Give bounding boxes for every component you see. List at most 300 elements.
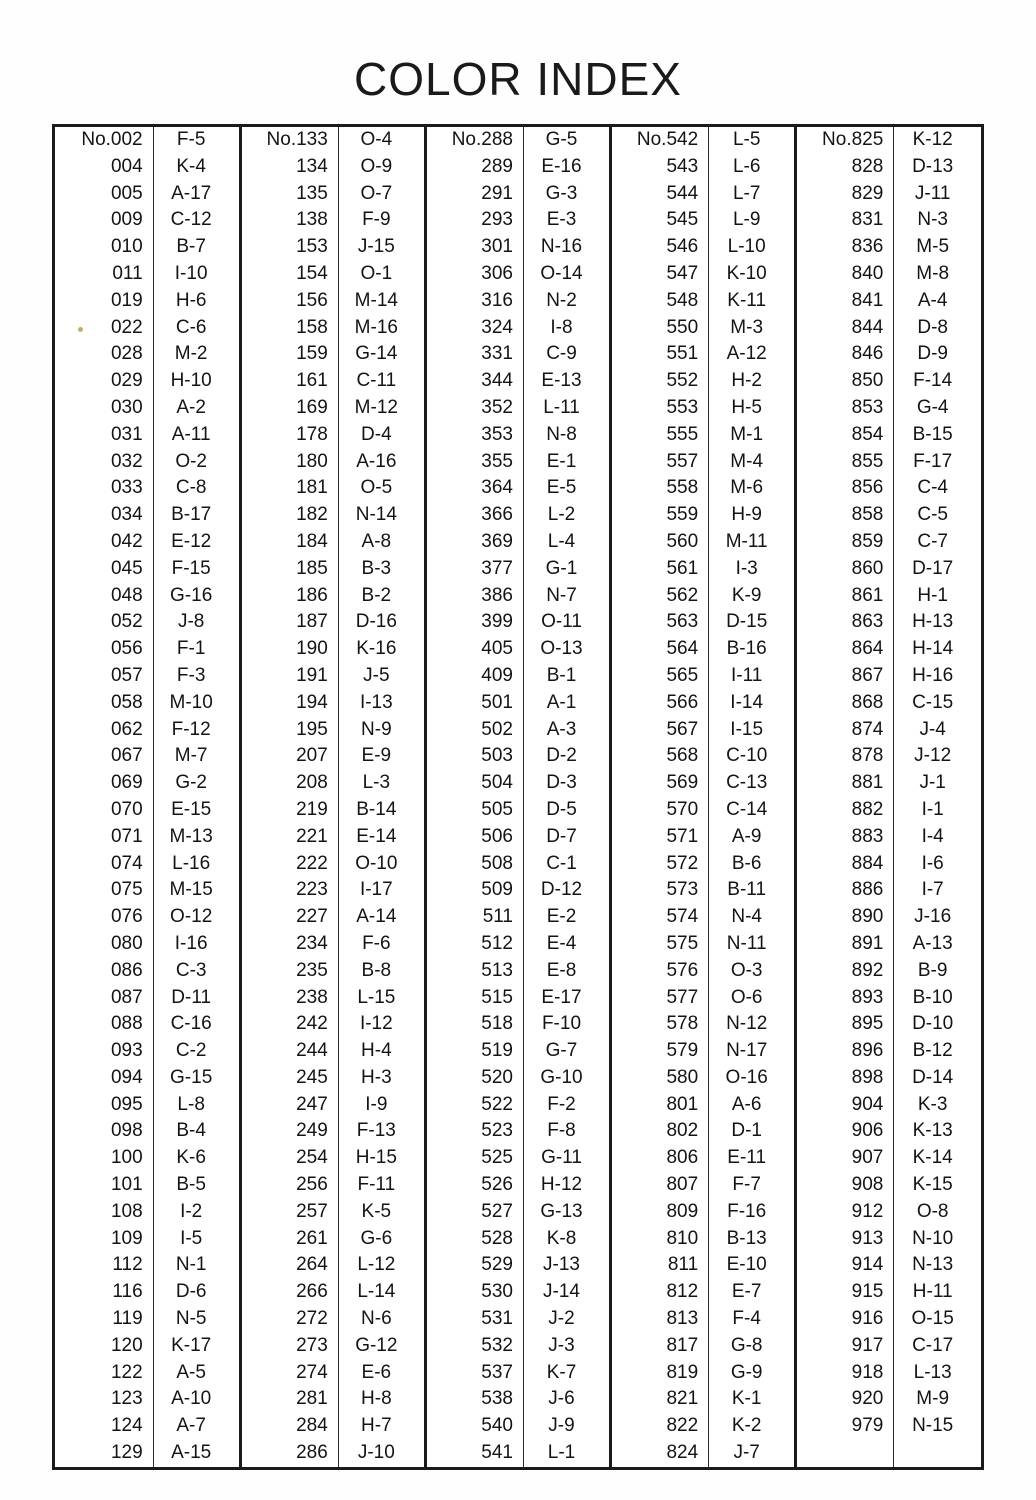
cell-number: 129 (55, 1440, 153, 1467)
cell-number: 565 (611, 663, 709, 690)
cell-code: D-9 (917, 343, 948, 365)
cell-number: 138 (240, 207, 338, 234)
cell-number: 186 (240, 583, 338, 610)
cell-code: G-11 (523, 1145, 610, 1172)
cell-number: 807 (611, 1172, 709, 1199)
cell-code: I-9 (338, 1092, 425, 1119)
cell-code: I-14 (709, 690, 796, 717)
cell-code: N-1 (153, 1252, 240, 1279)
cell-code: M-9 (916, 1388, 950, 1410)
cell-number: 844 (796, 315, 894, 342)
cell-number: 860 (796, 556, 894, 583)
cell-number: 863 (796, 609, 894, 636)
cell-code: G-8 (709, 1333, 796, 1360)
cell-code: F-16 (709, 1199, 796, 1226)
cell-number: 917 (796, 1333, 894, 1360)
table-row (55, 127, 981, 154)
table-row (55, 288, 981, 315)
cell-code: C-3 (153, 958, 240, 985)
cell-number: 519 (425, 1038, 523, 1065)
cell-code: M-7 (153, 743, 240, 770)
cell-code: C-5 (917, 504, 948, 526)
cell-number: 010 (55, 234, 153, 261)
cell-number: 076 (55, 904, 153, 931)
table-row (55, 1306, 981, 1333)
cell-code: O-12 (153, 904, 240, 931)
cell-code: O-4 (338, 127, 425, 154)
cell-number: 548 (611, 288, 709, 315)
cell-number: 011 (55, 261, 153, 288)
cell-code: M-3 (709, 315, 796, 342)
cell-code: L-8 (153, 1092, 240, 1119)
cell-number: 187 (240, 609, 338, 636)
cell-code: J-2 (523, 1306, 610, 1333)
cell-number: 074 (55, 851, 153, 878)
cell-code: K-7 (523, 1360, 610, 1387)
cell-code: H-10 (153, 368, 240, 395)
cell-number: 069 (55, 770, 153, 797)
cell-code: O-8 (916, 1200, 949, 1222)
cell-code: K-15 (912, 1174, 953, 1196)
cell-number: 034 (55, 502, 153, 529)
table-row (55, 1333, 981, 1360)
table-row (55, 1172, 981, 1199)
cell-number: 195 (240, 717, 338, 744)
cell-code: A-8 (338, 529, 425, 556)
cell-number: 559 (611, 502, 709, 529)
cell-number: 819 (611, 1360, 709, 1387)
cell-number: 028 (55, 341, 153, 368)
cell-code: K-17 (153, 1333, 240, 1360)
cell-number: 272 (240, 1306, 338, 1333)
cell-code: F-13 (338, 1118, 425, 1145)
cell-number: 573 (611, 877, 709, 904)
cell-number: 511 (425, 904, 523, 931)
cell-number: 355 (425, 449, 523, 476)
cell-code: E-8 (523, 958, 610, 985)
cell-number (796, 1440, 894, 1467)
cell-number: 874 (796, 717, 894, 744)
cell-code: E-7 (709, 1279, 796, 1306)
table-row (55, 1118, 981, 1145)
cell-number: 257 (240, 1199, 338, 1226)
cell-number: 572 (611, 851, 709, 878)
cell-code: I-16 (153, 931, 240, 958)
cell-code: J-6 (523, 1386, 610, 1413)
cell-code: G-6 (338, 1226, 425, 1253)
cell-code: C-15 (912, 691, 954, 713)
cell-number: 864 (796, 636, 894, 663)
cell-number: 502 (425, 717, 523, 744)
cell-code: E-15 (153, 797, 240, 824)
cell-code: B-4 (153, 1118, 240, 1145)
cell-code: C-17 (912, 1334, 954, 1356)
table-row (55, 154, 981, 181)
cell-number: 918 (796, 1360, 894, 1387)
cell-code: B-2 (338, 583, 425, 610)
cell-code: O-1 (338, 261, 425, 288)
cell-number: 098 (55, 1118, 153, 1145)
cell-code: C-16 (153, 1011, 240, 1038)
table-row (55, 985, 981, 1012)
cell-number: 182 (240, 502, 338, 529)
cell-code: B-9 (917, 959, 948, 981)
cell-code: D-6 (153, 1279, 240, 1306)
cell-code: F-12 (153, 717, 240, 744)
cell-code: N-3 (917, 209, 948, 231)
cell-number: 541 (425, 1440, 523, 1467)
cell-number: 075 (55, 877, 153, 904)
cell-number: 109 (55, 1226, 153, 1253)
cell-number: 531 (425, 1306, 523, 1333)
table-row (55, 1038, 981, 1065)
cell-number: 571 (611, 824, 709, 851)
cell-code: A-16 (338, 449, 425, 476)
cell-number: 031 (55, 422, 153, 449)
cell-number: 181 (240, 475, 338, 502)
color-index-table-container (52, 124, 984, 1470)
cell-number: 273 (240, 1333, 338, 1360)
cell-number: 579 (611, 1038, 709, 1065)
cell-number: 235 (240, 958, 338, 985)
cell-code: J-15 (338, 234, 425, 261)
cell-code: M-6 (709, 475, 796, 502)
cell-code: I-12 (338, 1011, 425, 1038)
cell-number: No.002 (55, 127, 153, 154)
cell-number: 822 (611, 1413, 709, 1440)
cell-number: 242 (240, 1011, 338, 1038)
cell-number: 178 (240, 422, 338, 449)
cell-number: 057 (55, 663, 153, 690)
cell-code: E-17 (523, 985, 610, 1012)
table-row (55, 663, 981, 690)
cell-number: 071 (55, 824, 153, 851)
cell-code: K-16 (338, 636, 425, 663)
cell-number: 261 (240, 1226, 338, 1253)
cell-code: G-9 (709, 1360, 796, 1387)
cell-number: 859 (796, 529, 894, 556)
table-row (55, 1386, 981, 1413)
cell-code: O-16 (709, 1065, 796, 1092)
cell-code: B-7 (153, 234, 240, 261)
cell-number: 122 (55, 1360, 153, 1387)
cell-code: F-2 (523, 1092, 610, 1119)
cell-code: N-5 (153, 1306, 240, 1333)
cell-code: D-5 (523, 797, 610, 824)
cell-number: 537 (425, 1360, 523, 1387)
cell-code: K-11 (709, 288, 796, 315)
cell-code: A-15 (153, 1440, 240, 1467)
cell-code: G-14 (338, 341, 425, 368)
cell-number: 156 (240, 288, 338, 315)
cell-number: 881 (796, 770, 894, 797)
cell-code: A-3 (523, 717, 610, 744)
cell-code: D-12 (523, 877, 610, 904)
cell-number: 558 (611, 475, 709, 502)
cell-code: H-14 (912, 638, 954, 660)
cell-code: A-13 (912, 932, 953, 954)
cell-number: 562 (611, 583, 709, 610)
table-row (55, 636, 981, 663)
table-row (55, 1279, 981, 1306)
cell-code: C-6 (153, 315, 240, 342)
cell-number: 878 (796, 743, 894, 770)
cell-number: 503 (425, 743, 523, 770)
cell-number: 979 (796, 1413, 894, 1440)
cell-number: 116 (55, 1279, 153, 1306)
cell-number: 506 (425, 824, 523, 851)
cell-number: 576 (611, 958, 709, 985)
cell-code: K-2 (709, 1413, 796, 1440)
cell-number: 087 (55, 985, 153, 1012)
cell-code: F-15 (153, 556, 240, 583)
cell-code: N-4 (709, 904, 796, 931)
cell-code: K-5 (338, 1199, 425, 1226)
cell-number: 244 (240, 1038, 338, 1065)
cell-number: 907 (796, 1145, 894, 1172)
cell-number: 895 (796, 1011, 894, 1038)
cell-number: 806 (611, 1145, 709, 1172)
table-row (55, 609, 981, 636)
cell-number: 809 (611, 1199, 709, 1226)
cell-number: 194 (240, 690, 338, 717)
cell-code: I-17 (338, 877, 425, 904)
cell-code: D-17 (912, 557, 954, 579)
cell-code: M-5 (916, 236, 950, 258)
table-row (55, 1065, 981, 1092)
cell-number: 853 (796, 395, 894, 422)
cell-code: L-10 (709, 234, 796, 261)
cell-number: 518 (425, 1011, 523, 1038)
cell-code: O-13 (523, 636, 610, 663)
cell-code: F-14 (913, 370, 953, 392)
cell-number: 135 (240, 181, 338, 208)
cell-number: 547 (611, 261, 709, 288)
cell-number: 856 (796, 475, 894, 502)
cell-code: C-4 (917, 477, 948, 499)
cell-code: D-4 (338, 422, 425, 449)
cell-number: 908 (796, 1172, 894, 1199)
cell-code: C-14 (709, 797, 796, 824)
cell-code: C-13 (709, 770, 796, 797)
cell-number: 399 (425, 609, 523, 636)
cell-number: 580 (611, 1065, 709, 1092)
cell-number: 854 (796, 422, 894, 449)
cell-number: 563 (611, 609, 709, 636)
table-row (55, 341, 981, 368)
cell-number: 219 (240, 797, 338, 824)
cell-number: 912 (796, 1199, 894, 1226)
cell-code: A-4 (917, 289, 948, 311)
cell-code: I-11 (709, 663, 796, 690)
cell-code: F-5 (153, 127, 240, 154)
cell-number: 045 (55, 556, 153, 583)
cell-number: 022 (55, 315, 153, 342)
cell-number: 898 (796, 1065, 894, 1092)
cell-number: 223 (240, 877, 338, 904)
cell-code: O-7 (338, 181, 425, 208)
cell-code: I-10 (153, 261, 240, 288)
cell-code: G-1 (523, 556, 610, 583)
cell-number: 094 (55, 1065, 153, 1092)
table-row (55, 770, 981, 797)
cell-code: B-14 (338, 797, 425, 824)
cell-code: L-7 (709, 181, 796, 208)
cell-number: 108 (55, 1199, 153, 1226)
table-row (55, 851, 981, 878)
cell-code: A-1 (523, 690, 610, 717)
cell-code: L-12 (338, 1252, 425, 1279)
cell-code: J-13 (523, 1252, 610, 1279)
cell-number: 032 (55, 449, 153, 476)
cell-number: 836 (796, 234, 894, 261)
cell-code: M-4 (709, 449, 796, 476)
cell-code: N-13 (912, 1254, 954, 1276)
cell-number: 890 (796, 904, 894, 931)
cell-number: 042 (55, 529, 153, 556)
cell-code: E-2 (523, 904, 610, 931)
cell-code: M-2 (153, 341, 240, 368)
cell-code: K-14 (912, 1147, 953, 1169)
cell-number: 184 (240, 529, 338, 556)
table-row (55, 1440, 981, 1467)
cell-code: F-17 (913, 450, 953, 472)
cell-code: D-14 (912, 1066, 954, 1088)
cell-code: M-12 (338, 395, 425, 422)
cell-number: 813 (611, 1306, 709, 1333)
cell-code: I-7 (921, 879, 944, 901)
cell-code: I-3 (709, 556, 796, 583)
cell-number: 180 (240, 449, 338, 476)
cell-code: M-8 (916, 262, 950, 284)
cell-number: 405 (425, 636, 523, 663)
table-row (55, 1226, 981, 1253)
cell-code: H-3 (338, 1065, 425, 1092)
cell-number: 821 (611, 1386, 709, 1413)
cell-code: L-15 (338, 985, 425, 1012)
cell-code: L-9 (709, 207, 796, 234)
cell-number: 100 (55, 1145, 153, 1172)
cell-number: 570 (611, 797, 709, 824)
cell-code: N-8 (523, 422, 610, 449)
cell-number: 544 (611, 181, 709, 208)
cell-code: N-16 (523, 234, 610, 261)
cell-number: 545 (611, 207, 709, 234)
cell-number: 293 (425, 207, 523, 234)
table-row (55, 422, 981, 449)
cell-number: 238 (240, 985, 338, 1012)
cell-code: B-17 (153, 502, 240, 529)
table-row (55, 449, 981, 476)
table-row (55, 315, 981, 342)
cell-number: 577 (611, 985, 709, 1012)
cell-code: G-16 (153, 583, 240, 610)
cell-number: 527 (425, 1199, 523, 1226)
cell-code: G-4 (916, 396, 949, 418)
cell-number: 123 (55, 1386, 153, 1413)
cell-number: 532 (425, 1333, 523, 1360)
cell-number: 153 (240, 234, 338, 261)
cell-code: L-4 (523, 529, 610, 556)
cell-code: J-7 (709, 1440, 796, 1467)
cell-number: 564 (611, 636, 709, 663)
cell-code: N-2 (523, 288, 610, 315)
cell-code: C-10 (709, 743, 796, 770)
cell-code: A-9 (709, 824, 796, 851)
cell-code: L-2 (523, 502, 610, 529)
cell-number: 811 (611, 1252, 709, 1279)
cell-number: 056 (55, 636, 153, 663)
cell-number: 364 (425, 475, 523, 502)
table-row (55, 824, 981, 851)
cell-number: 207 (240, 743, 338, 770)
cell-number: 916 (796, 1306, 894, 1333)
cell-number: 828 (796, 154, 894, 181)
cell-number: 331 (425, 341, 523, 368)
cell-number: 052 (55, 609, 153, 636)
cell-code: A-2 (153, 395, 240, 422)
cell-code (894, 1440, 981, 1467)
cell-number: 846 (796, 341, 894, 368)
cell-number: 557 (611, 449, 709, 476)
table-row (55, 690, 981, 717)
cell-code: C-11 (338, 368, 425, 395)
cell-number: 513 (425, 958, 523, 985)
cell-number: 841 (796, 288, 894, 315)
cell-code: J-14 (523, 1279, 610, 1306)
cell-code: J-1 (919, 772, 946, 794)
cell-code: L-14 (338, 1279, 425, 1306)
cell-code: M-16 (338, 315, 425, 342)
cell-number: 520 (425, 1065, 523, 1092)
cell-code: K-12 (912, 129, 953, 150)
cell-code: I-4 (921, 825, 944, 847)
cell-number: 120 (55, 1333, 153, 1360)
cell-code: H-6 (153, 288, 240, 315)
cell-code: N-6 (338, 1306, 425, 1333)
cell-number: 523 (425, 1118, 523, 1145)
cell-number: 234 (240, 931, 338, 958)
table-row (55, 1011, 981, 1038)
cell-number: 161 (240, 368, 338, 395)
cell-code: K-13 (912, 1120, 953, 1142)
cell-code: N-12 (709, 1011, 796, 1038)
cell-number: 067 (55, 743, 153, 770)
cell-code: D-11 (153, 985, 240, 1012)
cell-code: H-8 (338, 1386, 425, 1413)
cell-code: B-1 (523, 663, 610, 690)
cell-code: E-12 (153, 529, 240, 556)
cell-code: E-6 (338, 1360, 425, 1387)
cell-code: F-4 (709, 1306, 796, 1333)
table-row (55, 261, 981, 288)
cell-number: 829 (796, 181, 894, 208)
cell-code: J-3 (523, 1333, 610, 1360)
cell-number: 119 (55, 1306, 153, 1333)
cell-code: B-11 (709, 877, 796, 904)
cell-code: M-14 (338, 288, 425, 315)
cell-code: L-3 (338, 770, 425, 797)
cell-code: N-11 (709, 931, 796, 958)
cell-code: D-2 (523, 743, 610, 770)
cell-code: G-10 (523, 1065, 610, 1092)
cell-code: J-11 (914, 182, 951, 204)
cell-number: 896 (796, 1038, 894, 1065)
cell-number: 801 (611, 1092, 709, 1119)
cell-number: 324 (425, 315, 523, 342)
cell-number: 274 (240, 1360, 338, 1387)
cell-number: 883 (796, 824, 894, 851)
